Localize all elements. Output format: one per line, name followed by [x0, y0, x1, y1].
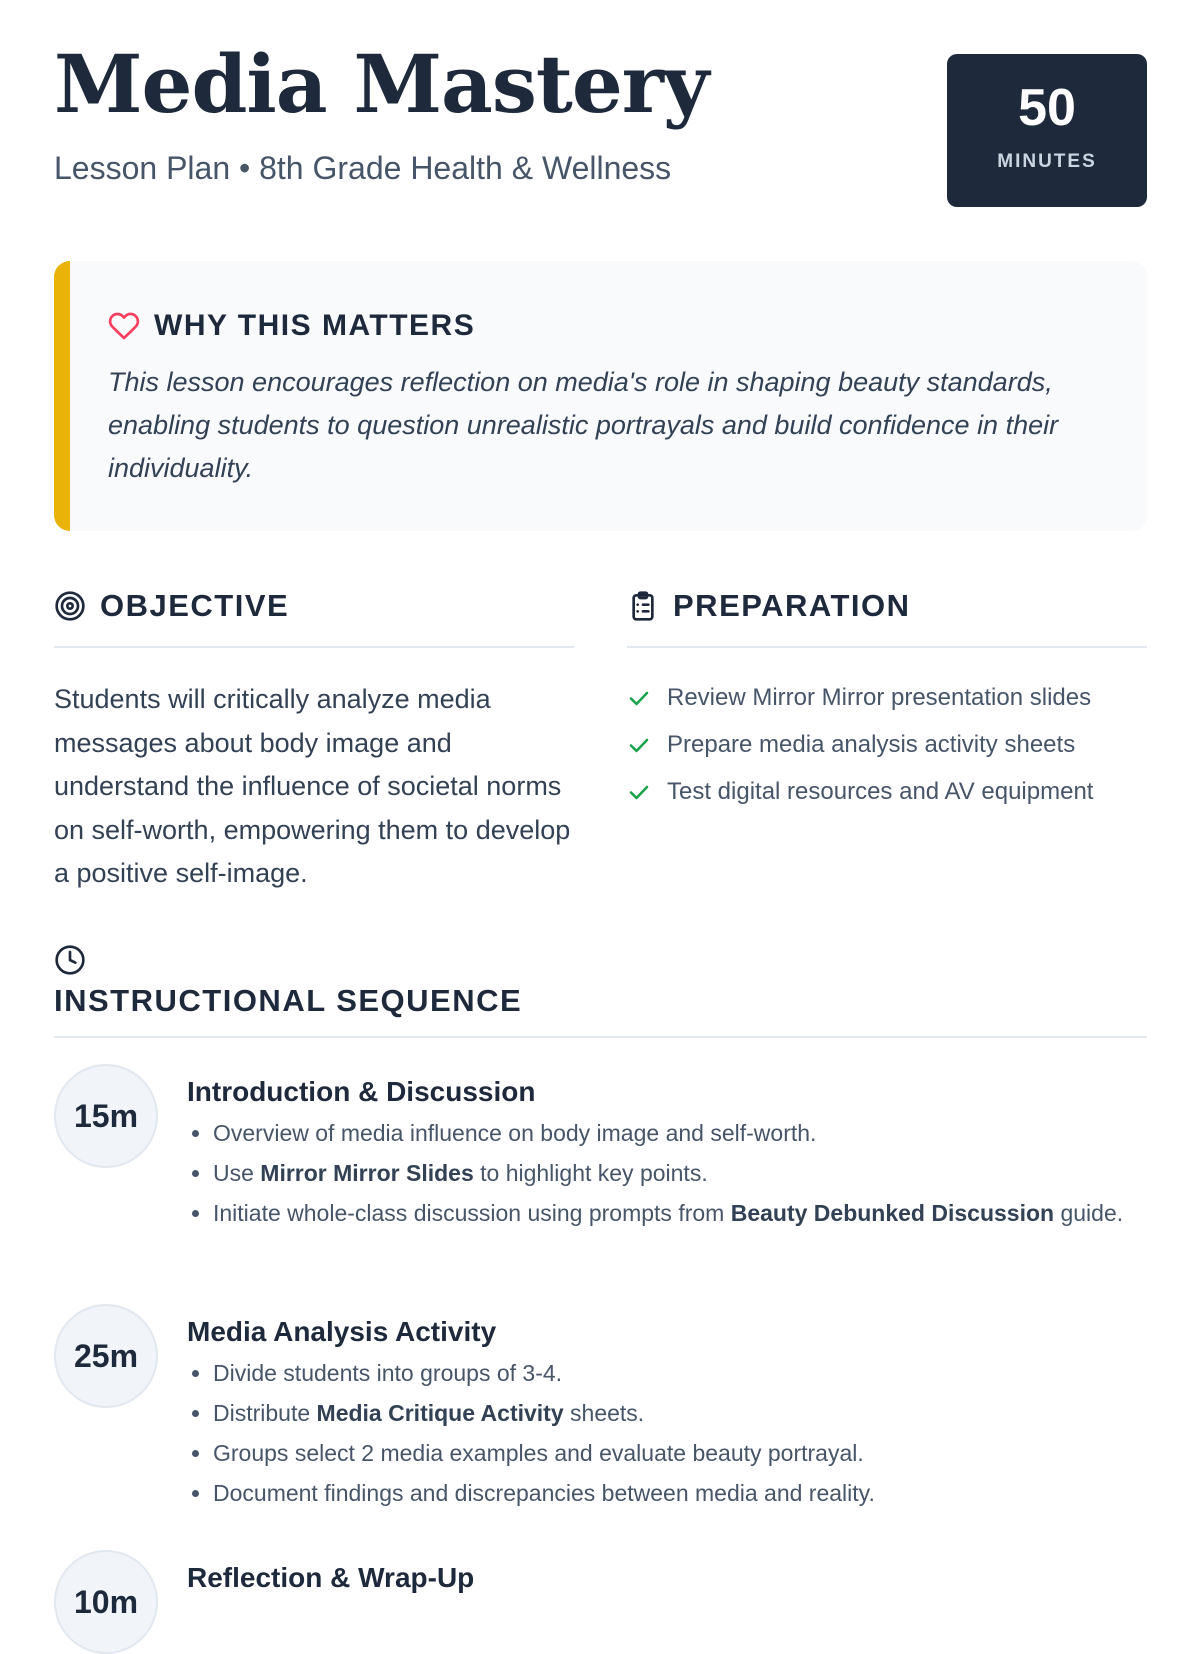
- list-item: [213, 1436, 1147, 1470]
- preparation-item-text: Prepare media analysis activity sheets: [667, 730, 1076, 758]
- step-body: [187, 1074, 1147, 1236]
- step-duration: 10m: [54, 1550, 158, 1654]
- clipboard-icon: [627, 590, 659, 622]
- target-icon: [54, 590, 86, 622]
- resource-name: Beauty Debunked Discussion: [730, 1200, 1055, 1226]
- preparation-list: [627, 674, 1147, 815]
- lesson-plan-page: [54, 0, 1147, 1620]
- step-bullets: [187, 1116, 1147, 1230]
- list-item: [213, 1196, 1147, 1230]
- accent-bar: [54, 261, 70, 531]
- bullet-text: Use: [213, 1160, 261, 1186]
- list-item: [627, 674, 1147, 721]
- resource-name: Media Critique Activity: [316, 1400, 564, 1426]
- preparation-item-text: Test digital resources and AV equipment: [667, 777, 1094, 805]
- duration-badge: [947, 54, 1147, 207]
- why-this-matters-card: [54, 261, 1147, 531]
- duration-value: 50: [1018, 79, 1076, 137]
- bullet-text: Document findings and discrepancies between media and reality.: [213, 1480, 875, 1506]
- check-icon: [627, 733, 651, 757]
- bullet-text: guide.: [1054, 1200, 1124, 1226]
- header: [54, 0, 1147, 250]
- clock-icon: [54, 944, 86, 976]
- list-item: [627, 768, 1147, 815]
- heart-icon: [108, 310, 140, 342]
- step-title: Media Analysis Activity: [187, 1316, 497, 1347]
- resource-name: Mirror Mirror Slides: [260, 1160, 474, 1186]
- list-item: [213, 1476, 1147, 1510]
- sequence-title: INSTRUCTIONAL SEQUENCE: [54, 983, 523, 1018]
- step-duration: 15m: [54, 1064, 158, 1168]
- bullet-text: Groups select 2 media examples and evaluate beauty portrayal.: [213, 1440, 864, 1466]
- preparation-item-text: Review Mirror Mirror presentation slides: [667, 683, 1092, 711]
- objective-title: OBJECTIVE: [100, 588, 290, 623]
- list-item: [213, 1156, 1147, 1190]
- step-title: Introduction & Discussion: [187, 1076, 536, 1107]
- why-this-matters-text: This lesson encourages reflection on media's role in shaping beauty standards, enabling students to question unrealistic portrayals and build confidence in their individuality.: [108, 367, 1059, 483]
- bullet-text: Distribute: [213, 1400, 317, 1426]
- step-body: [187, 1314, 1147, 1516]
- step-bullets: [187, 1356, 1147, 1510]
- bullet-text: to highlight key points.: [473, 1160, 708, 1186]
- preparation-header: [627, 580, 1147, 648]
- step-body: [187, 1560, 1147, 1596]
- list-item: [213, 1116, 1147, 1150]
- objective-header: [54, 580, 574, 648]
- objective-section: [54, 580, 574, 896]
- step-duration: 25m: [54, 1304, 158, 1408]
- check-icon: [627, 686, 651, 710]
- bullet-text: Divide students into groups of 3-4.: [213, 1360, 563, 1386]
- preparation-section: [627, 580, 1147, 815]
- objective-text: Students will critically analyze media messages about body image and understand the influence of societal norms on self-worth, empowering them to develop a positive self-image.: [54, 684, 571, 888]
- why-this-matters-title: WHY THIS MATTERS: [154, 309, 476, 342]
- bullet-text: sheets.: [563, 1400, 645, 1426]
- list-item: [213, 1356, 1147, 1390]
- bullet-text: Overview of media influence on body image and self-worth.: [213, 1120, 817, 1146]
- duration-unit: MINUTES: [997, 151, 1097, 172]
- page-title: Media Mastery: [54, 37, 709, 131]
- bullet-text: Initiate whole-class discussion using prompts from: [213, 1200, 731, 1226]
- page-subtitle: Lesson Plan • 8th Grade Health & Wellness: [54, 150, 672, 186]
- why-this-matters-header: [108, 309, 475, 343]
- list-item: [213, 1396, 1147, 1430]
- preparation-title: PREPARATION: [673, 588, 911, 623]
- check-icon: [627, 780, 651, 804]
- list-item: [627, 721, 1147, 768]
- sequence-header: [54, 940, 1147, 1038]
- step-title: Reflection & Wrap-Up: [187, 1562, 475, 1593]
